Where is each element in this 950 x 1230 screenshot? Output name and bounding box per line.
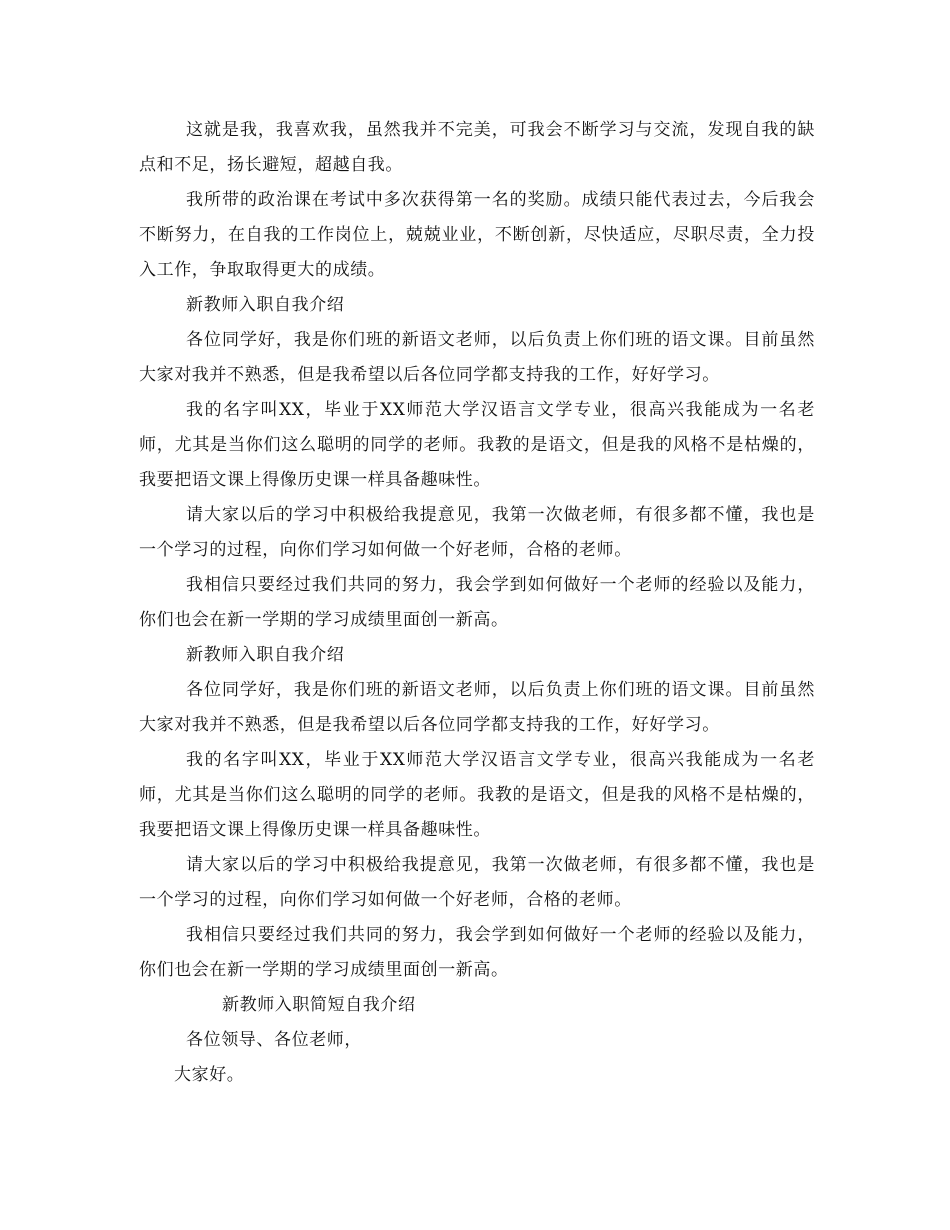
section-heading: 新教师入职简短自我介绍: [222, 995, 416, 1015]
document-body: [139, 113, 815, 1093]
paragraph: 各位同学好，我是你们班的新语文老师，以后负责上你们班的语文课。目前虽然大家对我并不熟悉，但是我希望以后各位同学都支持我的工作，好好学习。: [139, 330, 815, 385]
paragraph: 请大家以后的学习中积极给我提意见，我第一次做老师，有很多都不懂，我也是一个学习的过程，向你们学习如何做一个好老师，合格的老师。: [139, 855, 815, 910]
paragraph: 我的名字叫XX，毕业于XX师范大学汉语言文学专业，很高兴我能成为一名老师，尤其是当你们这么聪明的同学的老师。我教的是语文，但是我的风格不是枯燥的，我要把语文课上得像历史课一样具备趣味性。: [139, 750, 815, 840]
paragraph: 请大家以后的学习中积极给我提意见，我第一次做老师，有很多都不懂，我也是一个学习的过程，向你们学习如何做一个好老师，合格的老师。: [139, 505, 815, 560]
salutation-line: 各位领导、各位老师，: [186, 1030, 362, 1050]
paragraph: 我相信只要经过我们共同的努力，我会学到如何做好一个老师的经验以及能力，你们也会在新一学期的学习成绩里面创一新高。: [139, 925, 815, 980]
paragraph: 这就是我，我喜欢我，虽然我并不完美，可我会不断学习与交流，发现自我的缺点和不足，扬长避短，超越自我。: [139, 120, 815, 175]
paragraph: 我相信只要经过我们共同的努力，我会学到如何做好一个老师的经验以及能力，你们也会在新一学期的学习成绩里面创一新高。: [139, 575, 815, 630]
paragraph: 我的名字叫XX，毕业于XX师范大学汉语言文学专业，很高兴我能成为一名老师，尤其是当你们这么聪明的同学的老师。我教的是语文，但是我的风格不是枯燥的，我要把语文课上得像历史课一样具备趣味性。: [139, 400, 815, 490]
section-heading: 新教师入职自我介绍: [186, 295, 345, 315]
greeting-line: 大家好。: [174, 1065, 245, 1085]
paragraph: 我所带的政治课在考试中多次获得第一名的奖励。成绩只能代表过去，今后我会不断努力，在自我的工作岗位上，兢兢业业，不断创新，尽快适应，尽职尽责，全力投入工作，争取取得更大的成绩。: [139, 190, 815, 280]
section-heading: 新教师入职自我介绍: [186, 645, 345, 665]
paragraph: 各位同学好，我是你们班的新语文老师，以后负责上你们班的语文课。目前虽然大家对我并不熟悉，但是我希望以后各位同学都支持我的工作，好好学习。: [139, 680, 815, 735]
